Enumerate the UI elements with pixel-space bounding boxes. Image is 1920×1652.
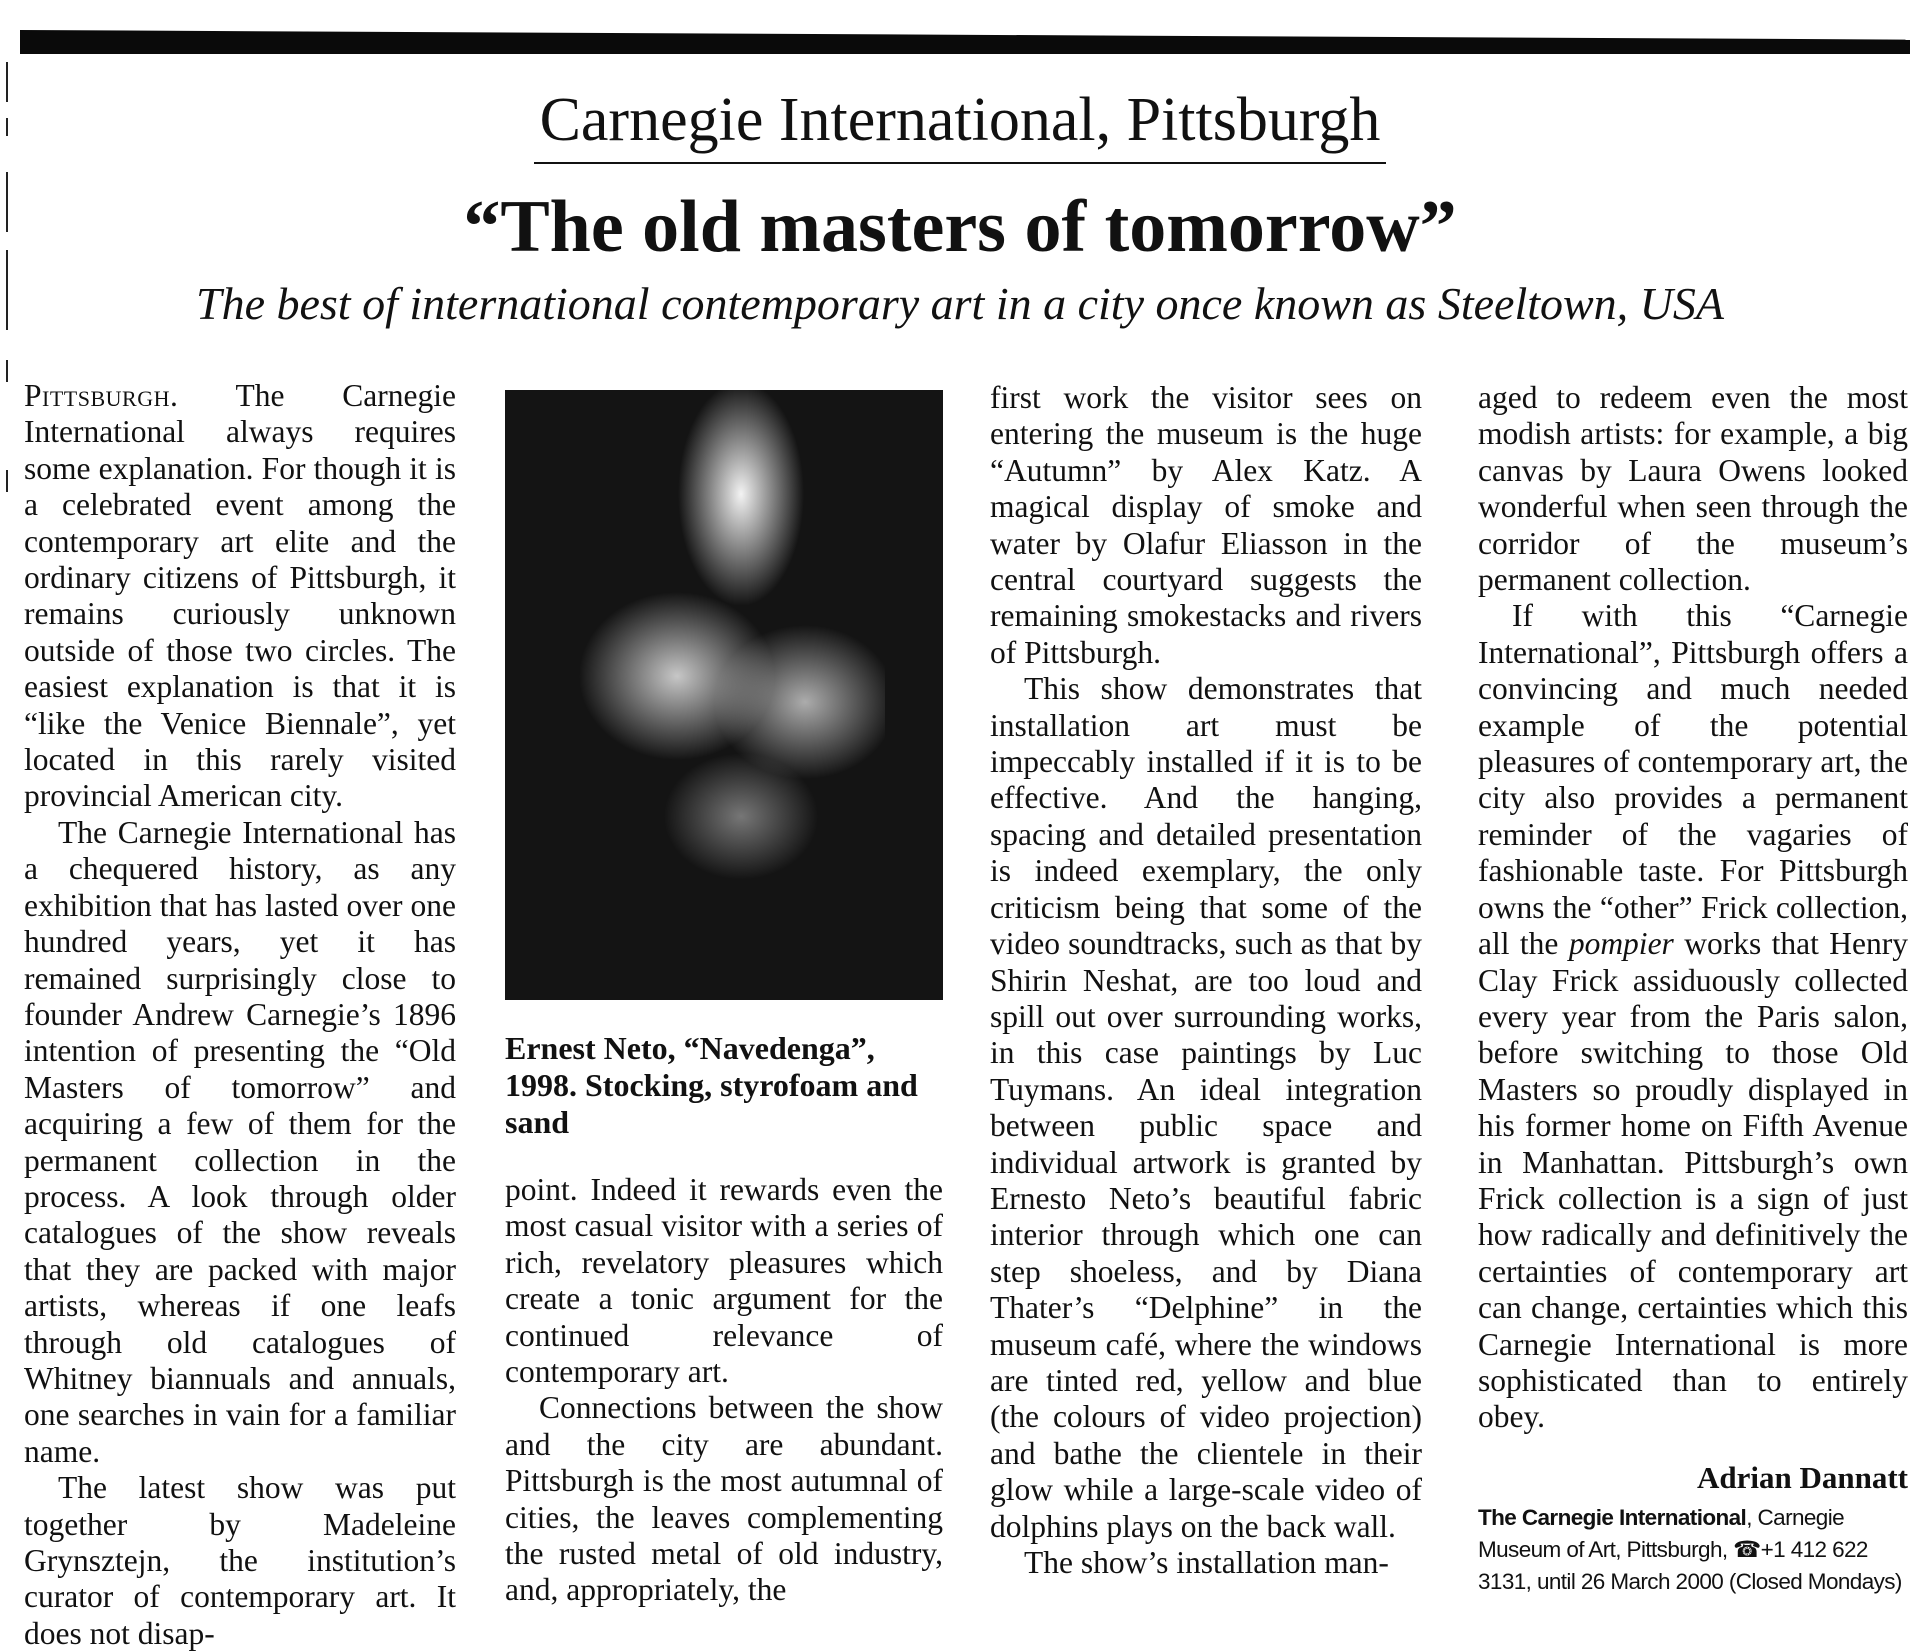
article-column-2 bbox=[505, 1172, 943, 1609]
top-rule bbox=[20, 30, 1910, 54]
exhibition-info bbox=[1478, 1502, 1918, 1598]
dateline: Pittsburgh. bbox=[24, 378, 179, 413]
margin-mark bbox=[6, 360, 8, 382]
article-column-4 bbox=[1478, 380, 1908, 1436]
article-paragraph: This show demonstrates that installation art must be impeccably installed if it is to be effective. And the hanging, spacing and detailed presentation is indeed exemplary, the only criticism being that some of the video soundtracks, such as that by Shirin Neshat, are too loud and spill out over surrounding works, in this case paintings by Luc Tuymans. An ideal integration between public space and individual artwork is granted by Ernesto Neto’s beautiful fabric interior through which one can step shoeless, and by Diana Thater’s “Delphine” in the museum café, where the windows are tinted red, yellow and blue (the colours of video projection) and bathe the clientele in their glow while a large-scale video of dolphins plays on the back wall. bbox=[990, 671, 1422, 1544]
headline: “The old masters of tomorrow” bbox=[463, 186, 1457, 268]
margin-mark bbox=[6, 470, 8, 492]
article-paragraph: first work the visitor sees on entering the museum is the huge “Autumn” by Alex Katz. A magical display of smoke and water by Olafur Eliasson in the central courtyard suggests the remaining smokestacks and rivers of Pittsburgh. bbox=[990, 380, 1422, 670]
artwork-photo bbox=[505, 390, 943, 1000]
article-column-1 bbox=[24, 378, 456, 1652]
article-paragraph: point. Indeed it rewards even the most casual visitor with a series of rich, revelatory pleasures which create a tonic argument for the continued relevance of contemporary art. bbox=[505, 1172, 943, 1390]
section-title bbox=[0, 82, 1920, 158]
article-paragraph bbox=[24, 378, 456, 815]
article-paragraph: Connections between the show and the city are abundant. Pittsburgh is the most autumnal of cities, the leaves complementing the rusted metal of old industry, and, appropriately, the bbox=[505, 1390, 943, 1608]
paragraph-text: The Carnegie International always requires some explanation. For though it is a celebrated event among the contemporary art elite and the ordinary citizens of Pittsburgh, it remains curiously unknown outside of those two circles. The easiest explanation is that it is “like the Venice Biennale”, yet located in this rarely visited provincial American city. bbox=[24, 378, 456, 814]
article-paragraph: The latest show was put together by Madeleine Grynsztejn, the institution’s curator of contemporary art. It does not disap- bbox=[24, 1470, 456, 1651]
article-paragraph: The Carnegie International has a chequered history, as any exhibition that has lasted over one hundred years, yet it has remained surprisingly close to founder Andrew Carnegie’s 1896 intention of presenting the “Old Masters of tomorrow” and acquiring a few of them for the permanent collection in the process. A look through older catalogues of the show reveals that they are packed with major artists, whereas if one leafs through old catalogues of Whitney biannuals and annuals, one searches in vain for a familiar name. bbox=[24, 814, 456, 1469]
section-title-text: Carnegie International, Pittsburgh bbox=[534, 86, 1387, 164]
paragraph-text: If with this “Carnegie International”, Pittsburgh offers a convincing and much needed example of the potential pleasures of contemporary art, the city also provides a permanent reminder of the vagaries of fashionable taste. For Pittsburgh owns the “other” Frick collection, all the bbox=[1478, 598, 1908, 962]
italic-term: pompier bbox=[1568, 926, 1674, 962]
article-paragraph: The show’s installation man- bbox=[1024, 1545, 1389, 1580]
exhibition-details: , Carnegie Museum of Art, Pittsburgh, ☎+1 412 622 3131, until 26 March 2000 (Closed Mondays) bbox=[1478, 1505, 1902, 1594]
standfirst: The best of international contemporary art in a city once known as Steeltown, USA bbox=[195, 278, 1725, 329]
exhibition-name: The Carnegie International bbox=[1478, 1505, 1747, 1530]
paragraph-text: works that Henry Clay Frick assiduously collected every year from the Paris salon, before switching to those Old Masters so proudly displayed in his former home on Fifth Avenue in Manhattan. Pittsburgh’s own Frick collection is a sign of just how radically and definitively the certainties of contemporary art can change, certainties which this Carnegie International is more sophisticated than to entirely obey. bbox=[1478, 926, 1909, 1435]
byline: Adrian Dannatt bbox=[1696, 1460, 1908, 1495]
article-column-3 bbox=[990, 380, 1422, 1581]
photo-caption: Ernest Neto, “Navedenga”, 1998. Stocking, styrofoam and sand bbox=[505, 1030, 918, 1140]
article-paragraph bbox=[1478, 598, 1908, 1435]
article-paragraph: aged to redeem even the most modish artists: for example, a big canvas by Laura Owens looked wonderful when seen through the corridor of the museum’s permanent collection. bbox=[1478, 380, 1908, 598]
artwork-photo-figure bbox=[565, 390, 885, 910]
